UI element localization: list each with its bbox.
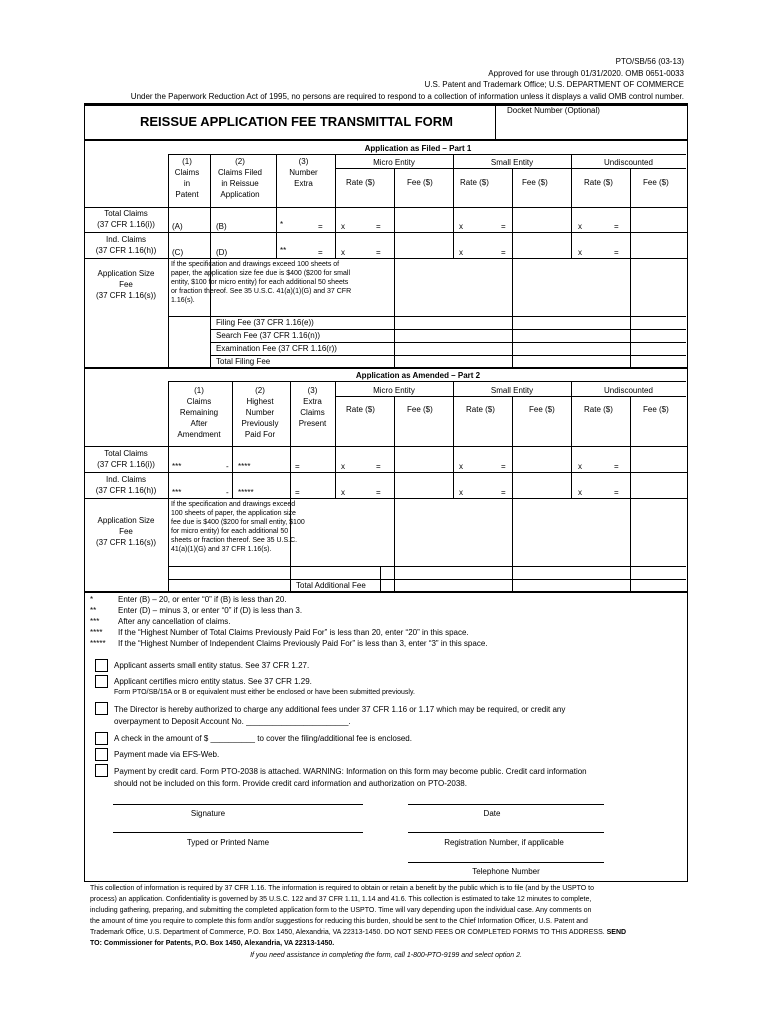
credit-card-checkbox[interactable] [95, 764, 108, 777]
paperwork-notice: Under the Paperwork Reduction Act of 1995, no persons are required to respond to a collection of information unless it displays a valid OMB control number. [130, 92, 684, 101]
p2-ind-b[interactable]: ***** [238, 488, 254, 497]
p1-app-size-text: If the specification and drawings exceed 100 sheets of paper, the application size fee due is $400 ($200 for small entity, $100 for micro entity) for each additional 50 sheets or fraction thereof. See 35 U.S.C. 41(a)(1)(G) and 37 CFR 1.16(s). [171, 261, 352, 304]
p1-micro-entity-header: Micro Entity [373, 158, 415, 167]
p2-app-size-text: If the specification and drawings exceed 100 sheets of paper, the application size fee due is $400 ($200 for small entity, $100 for micro entity) for each additional 50 sheets or fraction thereof. See 35 U.S.C. 41(a)(1)(G) and 37 CFR 1.16(s). [171, 501, 305, 553]
approval-line: Approved for use through 01/31/2020. OMB 0651-0033 [488, 69, 684, 78]
p2-app-size-label: Application Size Fee (37 CFR 1.16(s)) [95, 516, 156, 547]
total-additional-fee-label: Total Additional Fee [296, 581, 366, 590]
p2-total-undisc-x: x [578, 462, 582, 471]
credit-card-label-2: should not be included on this form. Provide credit card information and authorization on PTO-2038. [114, 779, 467, 788]
part1-heading: Application as Filed – Part 1 [364, 144, 472, 153]
micro-entity-checkbox[interactable] [95, 675, 108, 688]
p2-undisc-fee: Fee ($) [643, 405, 669, 414]
docket-number-input[interactable] [507, 118, 677, 134]
p1-ind-micro-x: x [341, 248, 345, 257]
typed-name-label: Typed or Printed Name [186, 838, 270, 847]
footnotes: * Enter (B) – 20, or enter “0” if (B) is less than 20. ** Enter (D) – minus 3, or enter “0” if (D) is less than 3. *** After any cancellation of claims. **** If the “Highest Number of Total Claims Previously Paid For” is less than 20, enter “20” in this space. ***** If the “Highest Number of Independent Claims Previously Paid For” is less than 3, enter “3” in this space. [90, 595, 488, 648]
p1-undisc-fee: Fee ($) [643, 178, 669, 187]
p1-total-star: * [280, 220, 284, 229]
p1-total-eq: = [318, 222, 323, 231]
p1-ind-d[interactable]: (D) [216, 248, 228, 257]
efs-web-checkbox[interactable] [95, 748, 108, 761]
p2-total-b[interactable]: **** [238, 462, 251, 471]
p2-total-eq: = [295, 462, 300, 471]
p1-undiscounted-header: Undiscounted [604, 158, 653, 167]
p2-total-undisc-eq: = [614, 462, 619, 471]
small-entity-checkbox[interactable] [95, 659, 108, 672]
p2-ind-claims-label: Ind. Claims (37 CFR 1.16(h)) [95, 475, 157, 495]
p2-total-a[interactable]: *** [172, 462, 182, 471]
p1-ind-small-x: x [459, 248, 463, 257]
p1-total-undisc-eq: = [614, 222, 619, 231]
p1-undisc-rate: Rate ($) [584, 178, 613, 187]
p1-ind-star: ** [280, 246, 287, 255]
p2-ind-undisc-eq: = [614, 488, 619, 497]
p2-micro-rate: Rate ($) [346, 405, 375, 414]
p1-col1-header: (1) Claims in Patent [174, 157, 200, 199]
p1-ind-c[interactable]: (C) [172, 248, 184, 257]
form-id: PTO/SB/56 (03-13) [615, 57, 684, 66]
p1-total-a[interactable]: (A) [172, 222, 183, 231]
p2-small-fee: Fee ($) [529, 405, 555, 414]
check-enclosed-checkbox[interactable] [95, 732, 108, 745]
p1-small-fee: Fee ($) [522, 178, 548, 187]
signature-line[interactable] [113, 804, 363, 805]
micro-entity-note: Form PTO/SB/15A or B or equivalent must either be enclosed or have been submitted previously. [114, 689, 415, 696]
p1-small-entity-header: Small Entity [490, 158, 534, 167]
deposit-authorize-label-1: The Director is hereby authorized to charge any additional fees under 37 CFR 1.16 or 1.17 which may be required, or credit any [114, 705, 566, 714]
p1-micro-fee: Fee ($) [407, 178, 433, 187]
small-entity-label: Applicant asserts small entity status. See 37 CFR 1.27. [114, 661, 310, 670]
typed-name-line[interactable] [113, 832, 363, 833]
p1-micro-rate: Rate ($) [346, 178, 375, 187]
part2-heading: Application as Amended – Part 2 [355, 371, 481, 380]
p1-col3-header: (3) Number Extra [289, 157, 318, 188]
p2-total-claims-label: Total Claims (37 CFR 1.16(i)) [97, 449, 155, 469]
docket-label: Docket Number (Optional) [507, 106, 600, 115]
p2-undisc-rate: Rate ($) [584, 405, 613, 414]
p1-app-size-label: Application Size Fee (37 CFR 1.16(s)) [95, 269, 156, 300]
p2-ind-micro-eq: = [376, 488, 381, 497]
p2-col3-header: (3) Extra Claims Present [298, 386, 327, 428]
p1-total-micro-x: x [341, 222, 345, 231]
p2-ind-minus: - [226, 488, 229, 497]
registration-line[interactable] [408, 832, 604, 833]
telephone-label: Telephone Number [472, 867, 540, 876]
p2-small-rate: Rate ($) [466, 405, 495, 414]
p2-total-micro-x: x [341, 462, 345, 471]
filing-fee-label: Filing Fee (37 CFR 1.16(e)) [216, 318, 314, 327]
assistance-note: If you need assistance in completing the form, call 1-800-PTO-9199 and select option 2. [250, 952, 522, 959]
p2-ind-a[interactable]: *** [172, 488, 182, 497]
p2-ind-eq: = [295, 488, 300, 497]
p1-ind-micro-eq: = [376, 248, 381, 257]
p1-total-micro-eq: = [376, 222, 381, 231]
exam-fee-label: Examination Fee (37 CFR 1.16(r)) [216, 344, 337, 353]
p1-total-b[interactable]: (B) [216, 222, 227, 231]
p2-ind-small-eq: = [501, 488, 506, 497]
total-filing-fee-label: Total Filing Fee [216, 357, 271, 366]
p2-ind-micro-x: x [341, 488, 345, 497]
p2-total-small-x: x [459, 462, 463, 471]
form-title: REISSUE APPLICATION FEE TRANSMITTAL FORM [140, 114, 453, 129]
p1-total-small-x: x [459, 222, 463, 231]
signature-label: Signature [190, 809, 226, 818]
p2-total-micro-eq: = [376, 462, 381, 471]
date-line[interactable] [408, 804, 604, 805]
telephone-line[interactable] [408, 862, 604, 863]
p1-small-rate: Rate ($) [460, 178, 489, 187]
agency-line: U.S. Patent and Trademark Office; U.S. DEPARTMENT OF COMMERCE [424, 80, 684, 89]
deposit-authorize-checkbox[interactable] [95, 702, 108, 715]
p1-col2-header: (2) Claims Filed in Reissue Application [217, 157, 262, 199]
credit-card-label-1: Payment by credit card. Form PTO-2038 is attached. WARNING: Information on this form may become public. Credit card information [114, 767, 587, 776]
efs-web-label: Payment made via EFS-Web. [114, 750, 220, 759]
check-enclosed-label: A check in the amount of $ __________ to cover the filing/additional fee is enclosed. [114, 734, 412, 743]
p1-ind-claims-label: Ind. Claims (37 CFR 1.16(h)) [95, 235, 157, 255]
micro-entity-label: Applicant certifies micro entity status. See 37 CFR 1.29. [114, 677, 312, 686]
p2-total-minus: - [226, 462, 229, 471]
p2-ind-small-x: x [459, 488, 463, 497]
p1-ind-small-eq: = [501, 248, 506, 257]
p1-ind-eq: = [318, 248, 323, 257]
p2-small-entity-header: Small Entity [490, 386, 534, 395]
deposit-authorize-label-2: overpayment to Deposit Account No. _______________________. [114, 717, 351, 726]
p2-micro-entity-header: Micro Entity [373, 386, 415, 395]
p1-total-small-eq: = [501, 222, 506, 231]
p2-col1-header: (1) Claims Remaining After Amendment [177, 386, 221, 439]
burden-statement: This collection of information is required by 37 CFR 1.16. The information is required to obtain or retain a benefit by the public which is to file (and by the USPTO to process) an application. Confidentiality is governed by 35 U.S.C. 122 and 37 CFR 1.11, 1.14 and 41.6. This collection is estimated to take 12 minutes to complete, including gathering, preparing, and submitting the completed application form to the USPTO. Time will vary depending upon the individual case. Any comments on the amount of time you require to complete this form and/or suggestions for reducing this burden, should be sent to the Chief Information Officer, U.S. Patent and Trademark Office, U.S. Department of Commerce, P.O. Box 1450, Alexandria, VA 22313-1450. DO NOT SEND FEES OR COMPLETED FORMS TO THIS ADDRESS. SEND TO: Commissioner for Patents, P.O. Box 1450, Alexandria, VA 22313-1450. [90, 885, 627, 947]
p1-ind-undisc-x: x [578, 248, 582, 257]
p1-total-claims-label: Total Claims (37 CFR 1.16(i)) [97, 209, 155, 229]
p2-undiscounted-header: Undiscounted [604, 386, 653, 395]
search-fee-label: Search Fee (37 CFR 1.16(n)) [216, 331, 321, 340]
date-label: Date [483, 809, 501, 818]
p2-micro-fee: Fee ($) [407, 405, 433, 414]
p1-ind-undisc-eq: = [614, 248, 619, 257]
registration-label: Registration Number, if applicable [444, 838, 564, 847]
p2-total-small-eq: = [501, 462, 506, 471]
p1-total-undisc-x: x [578, 222, 582, 231]
p2-ind-undisc-x: x [578, 488, 582, 497]
p2-col2-header: (2) Highest Number Previously Paid For [241, 386, 279, 439]
